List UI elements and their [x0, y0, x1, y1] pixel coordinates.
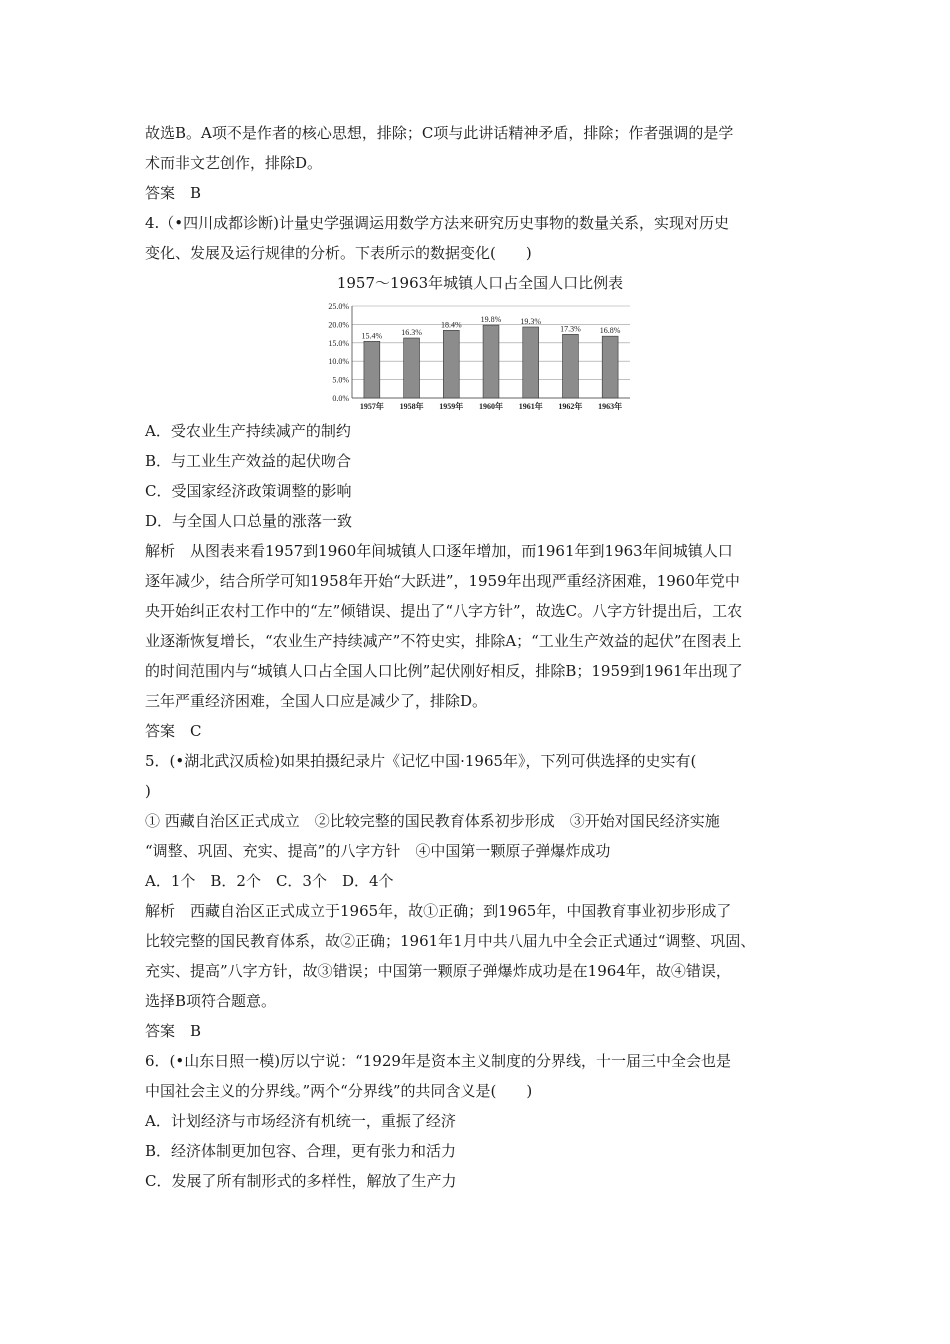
q4-analysis: 业逐渐恢复增长，“农业生产持续减产”不符史实，排除A；“工业生产效益的起伏”在图表上: [145, 632, 742, 650]
x-tick-label: 1957年: [359, 402, 384, 411]
q6-stem: 中国社会主义的分界线。”两个“分界线”的共同含义是( ): [145, 1082, 533, 1100]
bar: [364, 341, 380, 398]
y-tick-label: 0.0%: [332, 394, 349, 403]
x-tick-label: 1960年: [479, 402, 503, 411]
bar: [562, 334, 578, 398]
x-tick-label: 1959年: [439, 402, 464, 411]
q5-analysis: 选择B项符合题意。: [145, 992, 277, 1010]
q5-analysis: 充实、提高”八字方针，故③错误；中国第一颗原子弹爆炸成功是在1964年，故④错误，: [145, 962, 731, 980]
y-tick-label: 20.0%: [328, 320, 349, 330]
y-tick-label: 15.0%: [328, 338, 349, 348]
q4-analysis: 解析 从图表来看1957到1960年间城镇人口逐年增加，而1961年到1963年间城镇人口: [145, 542, 733, 560]
data-label: 16.8%: [599, 326, 621, 336]
q5-stem: ① 西藏自治区正式成立 ②比较完整的国民教育体系初步形成 ③开始对国民经济实施: [145, 812, 720, 830]
q4-stem: 变化、发展及运行规律的分析。下表所示的数据变化( ): [145, 244, 532, 262]
q4-stem: 4.（•四川成都诊断)计量史学强调运用数学方法来研究历史事物的数量关系，实现对历史: [145, 214, 730, 232]
x-tick-label: 1958年: [399, 402, 424, 411]
text-line: 术而非文艺创作，排除D。: [145, 154, 323, 172]
answer-line: 答案 B: [145, 184, 202, 202]
bar: [483, 325, 499, 398]
y-tick-label: 10.0%: [328, 357, 349, 367]
q5-analysis: 比较完整的国民教育体系，故②正确；1961年1月中共八届九中全会正式通过“调整、巩固、: [145, 932, 756, 950]
q5-stem: ): [145, 782, 151, 800]
q5-stem: 5．(•湖北武汉质检)如果拍摄纪录片《记忆中国·1965年》，下列可供选择的史实有(: [145, 752, 697, 770]
chart-caption: 1957～1963年城镇人口占全国人口比例表: [336, 274, 624, 292]
data-label: 15.4%: [361, 331, 383, 341]
y-tick-label: 5.0%: [332, 375, 349, 385]
data-label: 19.8%: [480, 315, 502, 325]
q4-analysis: 三年严重经济困难，全国人口应是减少了，排除D。: [145, 692, 488, 710]
q6-option-b: B．经济体制更加包容、合理，更有张力和活力: [145, 1142, 457, 1160]
q5-choices: A．1个 B．2个 C．3个 D．4个: [145, 872, 394, 890]
bar: [523, 327, 539, 398]
q6-option-c: C．发展了所有制形式的多样性，解放了生产力: [145, 1172, 457, 1190]
q4-answer: 答案 C: [145, 722, 202, 740]
data-label: 18.4%: [440, 320, 462, 330]
y-tick-label: 25.0%: [328, 302, 349, 311]
q4-analysis: 的时间范围内与“城镇人口占全国人口比例”起伏刚好相反，排除B；1959到1961年出现了: [145, 662, 743, 680]
x-tick-label: 1962年: [558, 402, 583, 411]
bar-chart: [320, 298, 640, 416]
q4-analysis: 央开始纠正农村工作中的“左”倾错误、提出了“八字方针”，故选C。八字方针提出后，工农: [145, 602, 743, 620]
q4-option-b: B．与工业生产效益的起伏吻合: [145, 452, 352, 470]
bar: [404, 338, 420, 398]
q4-analysis: 逐年减少，结合所学可知1958年开始“大跃进”，1959年出现严重经济困难，1960年党中: [145, 572, 740, 590]
data-label: 16.3%: [401, 328, 422, 338]
document-page: [145, 118, 815, 1196]
q6-stem: 6．(•山东日照一模)厉以宁说：“1929年是资本主义制度的分界线，十一届三中全会也是: [145, 1052, 731, 1070]
q6-option-a: A．计划经济与市场经济有机统一，重振了经济: [145, 1112, 456, 1130]
q4-option-d: D．与全国人口总量的涨落一致: [145, 512, 353, 530]
text-line: 故选B。A项不是作者的核心思想，排除；C项与此讲话精神矛盾，排除；作者强调的是学: [145, 124, 734, 142]
data-label: 17.3%: [560, 324, 581, 334]
data-label: 19.3%: [520, 316, 542, 326]
bar: [602, 336, 618, 398]
q5-analysis: 解析 西藏自治区正式成立于1965年，故①正确；到1965年，中国教育事业初步形成了: [145, 902, 732, 920]
q4-option-c: C．受国家经济政策调整的影响: [145, 482, 352, 500]
x-tick-label: 1961年: [518, 402, 543, 411]
q5-stem: “调整、巩固、充实、提高”的八字方针 ④中国第一颗原子弹爆炸成功: [145, 842, 611, 860]
chart-container: [145, 298, 815, 416]
bar: [443, 330, 459, 398]
q5-answer: 答案 B: [145, 1022, 202, 1040]
x-tick-label: 1963年: [598, 402, 623, 411]
q4-option-a: A．受农业生产持续减产的制约: [145, 422, 351, 440]
